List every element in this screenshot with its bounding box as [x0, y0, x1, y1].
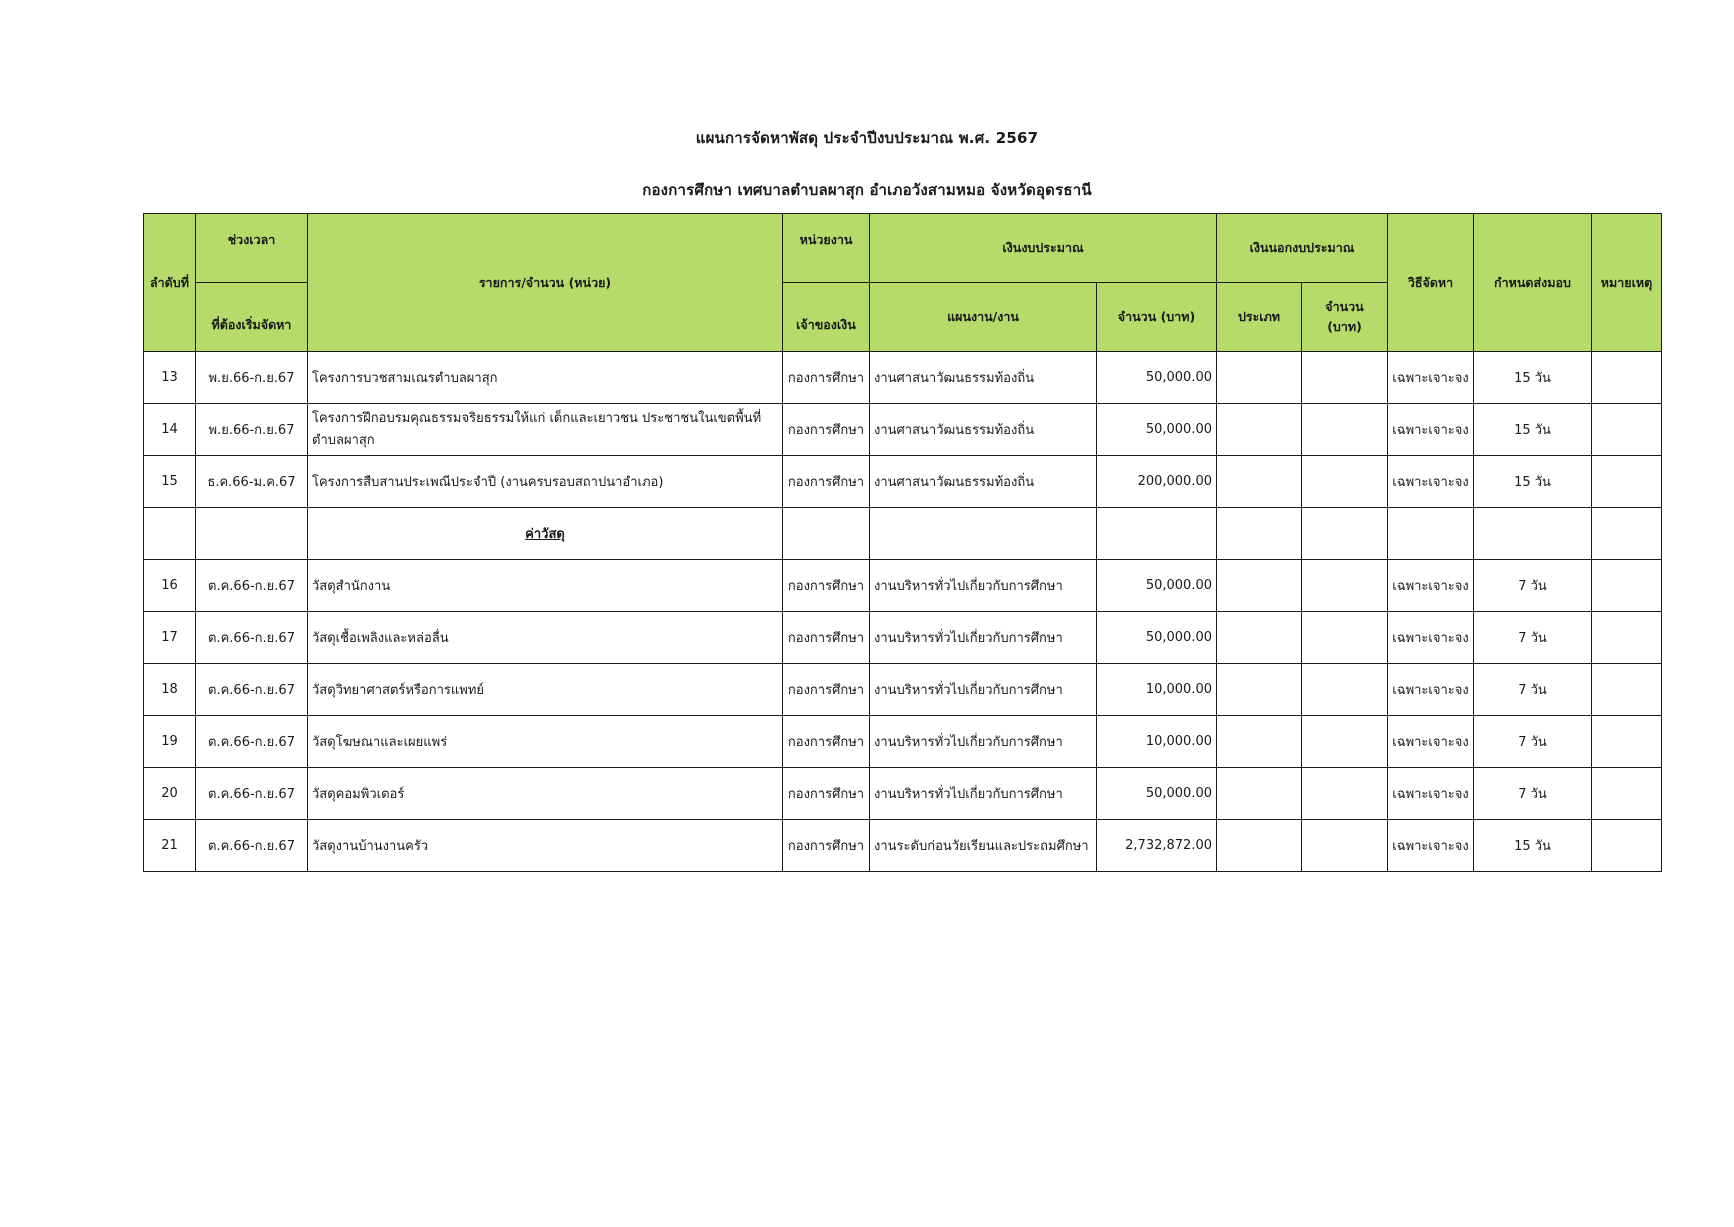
header-offbudget: เงินนอกงบประมาณ [1217, 214, 1388, 283]
row-remark [1592, 716, 1662, 768]
row-plan: งานบริหารทั่วไปเกี่ยวกับการศึกษา [870, 768, 1097, 820]
row-remark [1592, 456, 1662, 508]
table-row [144, 664, 1662, 716]
row-unit: กองการศึกษา [783, 456, 870, 508]
header-offbudget-type: ประเภท [1217, 283, 1302, 352]
header-delivery: กำหนดส่งมอบ [1474, 214, 1592, 352]
row-period: ต.ค.66-ก.ย.67 [196, 820, 308, 872]
row-delivery: 7 วัน [1474, 664, 1592, 716]
row-item: วัสดุสำนักงาน [308, 560, 783, 612]
row-amount: 50,000.00 [1097, 404, 1217, 456]
row-item: วัสดุเชื้อเพลิงและหล่อลื่น [308, 612, 783, 664]
section-empty-cell [783, 508, 870, 560]
row-delivery: 7 วัน [1474, 612, 1592, 664]
row-item: วัสดุวิทยาศาสตร์หรือการแพทย์ [308, 664, 783, 716]
row-offbudget-amount [1302, 716, 1388, 768]
row-offbudget-amount [1302, 560, 1388, 612]
row-no: 16 [144, 560, 196, 612]
row-unit: กองการศึกษา [783, 820, 870, 872]
section-empty-cell [1217, 508, 1302, 560]
table-row [144, 716, 1662, 768]
row-amount: 2,732,872.00 [1097, 820, 1217, 872]
table-row [144, 456, 1662, 508]
row-remark [1592, 664, 1662, 716]
section-empty-cell [1388, 508, 1474, 560]
row-remark [1592, 820, 1662, 872]
row-delivery: 15 วัน [1474, 456, 1592, 508]
row-period: ต.ค.66-ก.ย.67 [196, 560, 308, 612]
header-item: รายการ/จำนวน (หน่วย) [308, 214, 783, 352]
row-offbudget-type [1217, 716, 1302, 768]
row-plan: งานบริหารทั่วไปเกี่ยวกับการศึกษา [870, 716, 1097, 768]
row-item: วัสดุโฆษณาและเผยแพร่ [308, 716, 783, 768]
row-period: ต.ค.66-ก.ย.67 [196, 612, 308, 664]
row-no: 20 [144, 768, 196, 820]
row-offbudget-type [1217, 664, 1302, 716]
row-remark [1592, 768, 1662, 820]
table-row [144, 820, 1662, 872]
row-item: วัสดุงานบ้านงานครัว [308, 820, 783, 872]
header-budget: เงินงบประมาณ [870, 214, 1217, 283]
row-offbudget-amount [1302, 404, 1388, 456]
row-method: เฉพาะเจาะจง [1388, 716, 1474, 768]
table-row [144, 352, 1662, 404]
row-offbudget-amount [1302, 352, 1388, 404]
document-title: แผนการจัดหาพัสดุ ประจำปีงบประมาณ พ.ศ. 2567 [695, 129, 1039, 147]
section-empty-cell [870, 508, 1097, 560]
row-amount: 50,000.00 [1097, 612, 1217, 664]
row-period: ต.ค.66-ก.ย.67 [196, 716, 308, 768]
section-empty-cell [1302, 508, 1388, 560]
row-item-line-2: ตำบลผาสุก [312, 432, 375, 448]
row-amount: 50,000.00 [1097, 352, 1217, 404]
row-plan: งานบริหารทั่วไปเกี่ยวกับการศึกษา [870, 664, 1097, 716]
row-offbudget-type [1217, 352, 1302, 404]
row-period: ต.ค.66-ก.ย.67 [196, 664, 308, 716]
header-period-top: ช่วงเวลา [196, 214, 308, 283]
row-method: เฉพาะเจาะจง [1388, 820, 1474, 872]
row-unit: กองการศึกษา [783, 664, 870, 716]
header-budget-amount: จำนวน (บาท) [1097, 283, 1217, 352]
row-item: โครงการบวชสามเณรตำบลผาสุก [308, 352, 783, 404]
row-offbudget-type [1217, 404, 1302, 456]
header-no: ลำดับที่ [144, 214, 196, 352]
table-row [144, 404, 1662, 456]
section-empty-cell [1474, 508, 1592, 560]
row-item-line-1: โครงการฝึกอบรมคุณธรรมจริยธรรมให้แก่ เด็กและเยาวชน ประชาชนในเขตพื้นที่ [312, 410, 762, 426]
row-offbudget-amount [1302, 456, 1388, 508]
header-budget-plan: แผนงาน/งาน [870, 283, 1097, 352]
row-remark [1592, 560, 1662, 612]
section-empty-cell [1592, 508, 1662, 560]
row-no: 19 [144, 716, 196, 768]
row-offbudget-type [1217, 820, 1302, 872]
header-unit-top: หน่วยงาน [783, 214, 870, 283]
row-item [308, 404, 783, 456]
header-unit-bottom: เจ้าของเงิน [783, 283, 870, 352]
row-method: เฉพาะเจาะจง [1388, 352, 1474, 404]
row-plan: งานระดับก่อนวัยเรียนและประถมศึกษา [870, 820, 1097, 872]
row-plan: งานศาสนาวัฒนธรรมท้องถิ่น [870, 352, 1097, 404]
document-subtitle: กองการศึกษา เทศบาลตำบลผาสุก อำเภอวังสามหมอ จังหวัดอุดรธานี [642, 181, 1092, 199]
row-unit: กองการศึกษา [783, 612, 870, 664]
row-period: ต.ค.66-ก.ย.67 [196, 768, 308, 820]
row-no: 13 [144, 352, 196, 404]
row-offbudget-type [1217, 768, 1302, 820]
section-empty-cell [1097, 508, 1217, 560]
row-unit: กองการศึกษา [783, 716, 870, 768]
header-offbudget-amount: จำนวน (บาท) [1302, 283, 1388, 352]
row-no: 15 [144, 456, 196, 508]
table-row [144, 560, 1662, 612]
section-empty-cell [196, 508, 308, 560]
row-amount: 200,000.00 [1097, 456, 1217, 508]
row-method: เฉพาะเจาะจง [1388, 612, 1474, 664]
row-method: เฉพาะเจาะจง [1388, 664, 1474, 716]
procurement-plan-table [143, 213, 1662, 872]
header-method: วิธีจัดหา [1388, 214, 1474, 352]
row-no: 21 [144, 820, 196, 872]
row-delivery: 15 วัน [1474, 352, 1592, 404]
row-remark [1592, 612, 1662, 664]
row-no: 14 [144, 404, 196, 456]
row-delivery: 15 วัน [1474, 404, 1592, 456]
row-item: โครงการสืบสานประเพณีประจำปี (งานครบรอบสถาปนาอำเภอ) [308, 456, 783, 508]
row-item: วัสดุคอมพิวเตอร์ [308, 768, 783, 820]
row-offbudget-amount [1302, 664, 1388, 716]
row-unit: กองการศึกษา [783, 768, 870, 820]
table-row [144, 768, 1662, 820]
row-period: พ.ย.66-ก.ย.67 [196, 404, 308, 456]
row-unit: กองการศึกษา [783, 404, 870, 456]
section-empty-cell [144, 508, 196, 560]
row-delivery: 7 วัน [1474, 768, 1592, 820]
row-no: 17 [144, 612, 196, 664]
row-period: ธ.ค.66-ม.ค.67 [196, 456, 308, 508]
section-label: ค่าวัสดุ [308, 508, 783, 560]
row-plan: งานบริหารทั่วไปเกี่ยวกับการศึกษา [870, 612, 1097, 664]
row-offbudget-amount [1302, 612, 1388, 664]
row-amount: 50,000.00 [1097, 768, 1217, 820]
header-remark: หมายเหตุ [1592, 214, 1662, 352]
header-period-bottom: ที่ต้องเริ่มจัดหา [196, 283, 308, 352]
row-amount: 10,000.00 [1097, 664, 1217, 716]
table-row [144, 612, 1662, 664]
section-row [144, 508, 1662, 560]
row-period: พ.ย.66-ก.ย.67 [196, 352, 308, 404]
row-method: เฉพาะเจาะจง [1388, 768, 1474, 820]
row-method: เฉพาะเจาะจง [1388, 456, 1474, 508]
row-plan: งานบริหารทั่วไปเกี่ยวกับการศึกษา [870, 560, 1097, 612]
row-offbudget-type [1217, 456, 1302, 508]
row-delivery: 15 วัน [1474, 820, 1592, 872]
row-unit: กองการศึกษา [783, 560, 870, 612]
row-method: เฉพาะเจาะจง [1388, 560, 1474, 612]
row-offbudget-amount [1302, 820, 1388, 872]
row-unit: กองการศึกษา [783, 352, 870, 404]
row-no: 18 [144, 664, 196, 716]
row-delivery: 7 วัน [1474, 560, 1592, 612]
row-method: เฉพาะเจาะจง [1388, 404, 1474, 456]
row-plan: งานศาสนาวัฒนธรรมท้องถิ่น [870, 404, 1097, 456]
row-remark [1592, 352, 1662, 404]
row-delivery: 7 วัน [1474, 716, 1592, 768]
row-offbudget-amount [1302, 768, 1388, 820]
row-offbudget-type [1217, 560, 1302, 612]
row-plan: งานศาสนาวัฒนธรรมท้องถิ่น [870, 456, 1097, 508]
row-offbudget-type [1217, 612, 1302, 664]
row-remark [1592, 404, 1662, 456]
row-amount: 10,000.00 [1097, 716, 1217, 768]
row-amount: 50,000.00 [1097, 560, 1217, 612]
